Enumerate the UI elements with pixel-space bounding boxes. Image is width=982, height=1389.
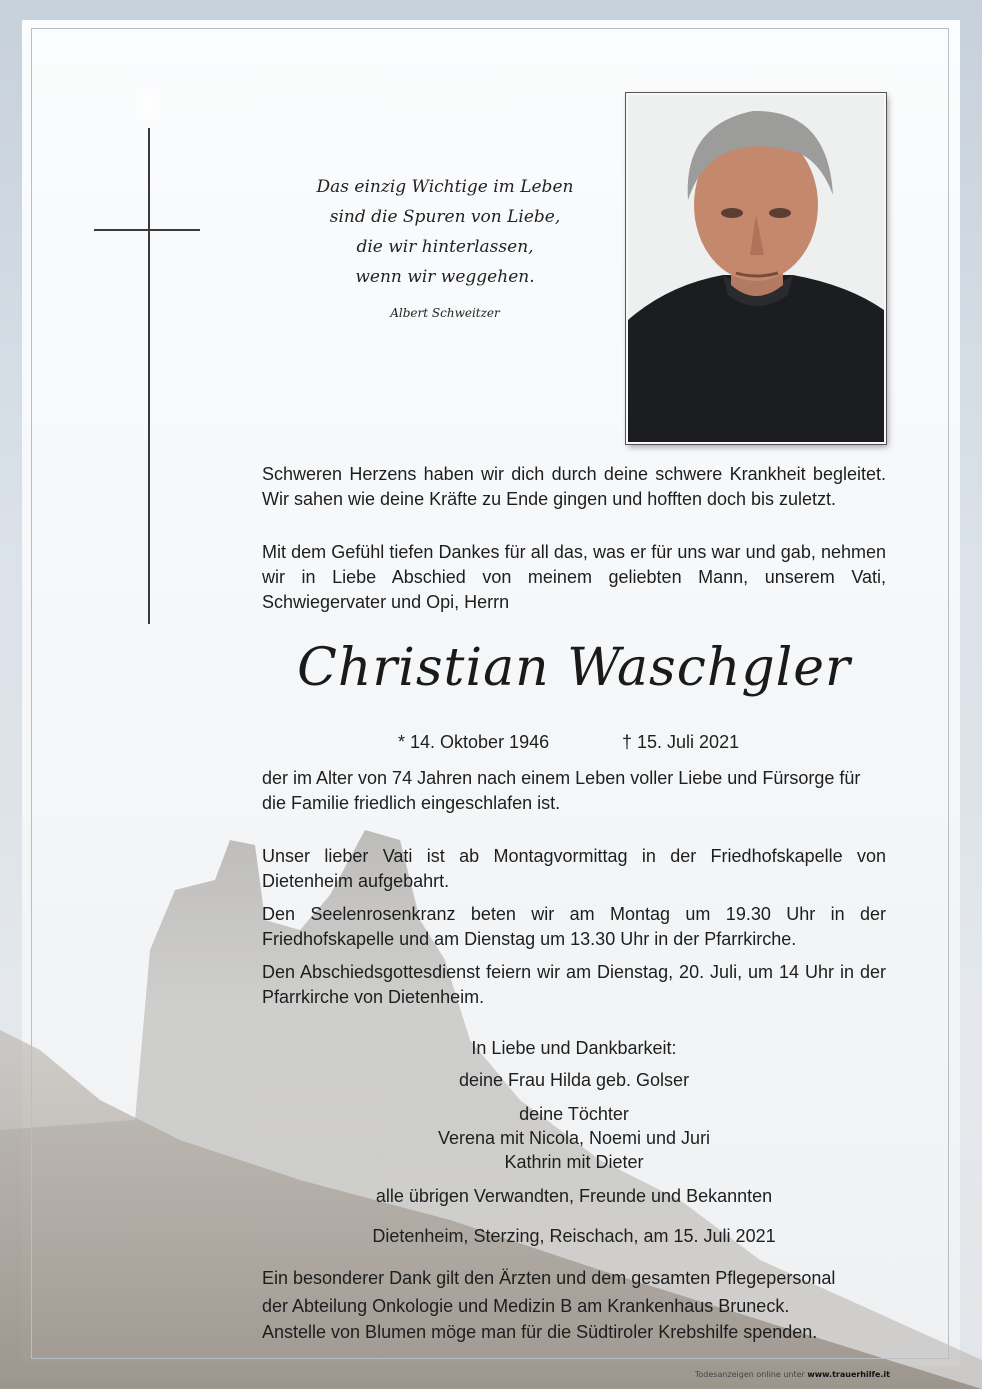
thanks-line: Ein besonderer Dank gilt den Ärzten und dem gesamten Pflegepersonal [262,1268,836,1288]
mourner-daughter-1: Verena mit Nicola, Noemi und Juri [437,1128,711,1148]
deceased-name: Christian Waschgler [297,638,851,698]
event-viewing: Unser lieber Vati ist ab Montagvormittag in der Friedhofskapelle von Dietenheim aufgebahrt. [262,846,886,891]
portrait-photo [626,93,886,444]
quote-line: die wir hinterlassen, [356,237,534,257]
place-date: Dietenheim, Sterzing, Reischach, am 15. Juli 2021 [372,1226,776,1246]
event-funeral: Den Abschiedsgottesdienst feiern wir am Dienstag, 20. Juli, um 14 Uhr in der Pfarrkirche von Dietenheim. [262,962,886,1007]
quote-line: sind die Spuren von Liebe, [329,207,561,227]
daughters-title: deine Töchter [519,1104,629,1124]
mourners-others: alle übrigen Verwandten, Freunde und Bekannten [375,1186,773,1206]
quote-line: Das einzig Wichtige im Leben [316,177,574,197]
event-rosary: Den Seelenrosenkranz beten wir am Montag um 19.30 Uhr in der Friedhofskapelle und am Dienstag um 13.30 Uhr in der Pfarrkirche. [262,904,886,949]
death-date: † 15. Juli 2021 [622,732,740,752]
quote [290,172,600,322]
mourners-intro: In Liebe und Dankbarkeit: [471,1038,677,1058]
footer-text: Todesanzeigen online unter [694,1370,805,1379]
intro-paragraph-2: Mit dem Gefühl tiefen Dankes für all das, was er für uns war und gab, nehmen wir in Liebe Abschied von meinem geliebten Mann, unserem Vati, Schwiegervater und Opi, Herrn [262,542,886,612]
mourner-daughter-2: Kathrin mit Dieter [504,1152,644,1172]
birth-date: * 14. Oktober 1946 [398,732,550,752]
cross-icon [148,128,150,624]
age-text: der im Alter von 74 Jahren nach einem Leben voller Liebe und Fürsorge für die Familie friedlich eingeschlafen ist. [262,768,861,813]
quote-author: Albert Schweitzer [390,306,500,320]
quote-line: wenn wir weggehen. [355,267,535,287]
cross-glow [128,84,170,126]
thanks-line: der Abteilung Onkologie und Medizin B am Krankenhaus Bruneck. [262,1296,790,1316]
footer [250,1369,890,1381]
mourner-wife: deine Frau Hilda geb. Golser [458,1070,690,1090]
cross-icon-bar [94,229,200,231]
intro-paragraph-1: Schweren Herzens haben wir dich durch deine schwere Krankheit begleitet. Wir sahen wie deine Kräfte zu Ende gingen und hofften doch bis zuletzt. [262,464,886,509]
footer-site-link[interactable]: www.trauerhilfe.it [807,1370,890,1379]
thanks-line: Anstelle von Blumen möge man für die Südtiroler Krebshilfe spenden. [262,1322,818,1342]
